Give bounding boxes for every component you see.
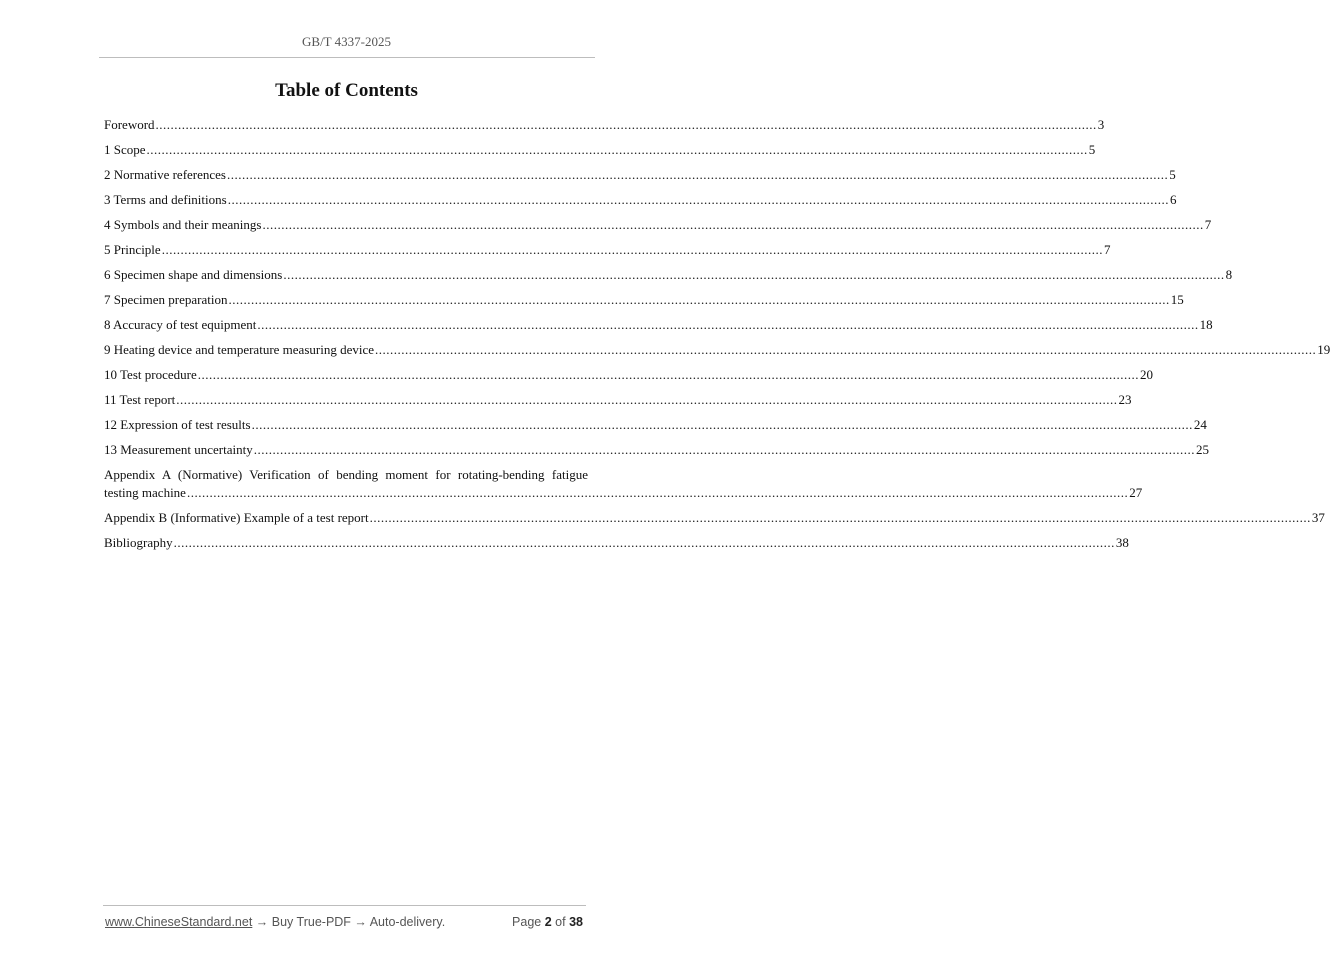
toc-entry-title-line2: testing machine <box>104 485 186 500</box>
toc-entry-page: 37 <box>1311 510 1325 525</box>
toc-dot-leader: ........................................................................................................................................................................................................................................................... <box>186 485 1129 500</box>
toc-list <box>104 116 1330 559</box>
page-current: 2 <box>544 915 552 929</box>
toc-entry-title: Bibliography <box>104 535 173 550</box>
toc-entry-symbols[interactable] <box>104 216 1212 234</box>
page-indicator <box>512 915 583 929</box>
toc-entry-page: 8 <box>1225 267 1233 282</box>
toc-entry-test-report[interactable] <box>104 391 1132 409</box>
toc-entry-normative-references[interactable] <box>104 166 1176 184</box>
toc-entry-expression-results[interactable] <box>104 416 1207 434</box>
toc-entry-title-line1: Appendix A (Normative) Verification of bending moment for rotating-bending fatigue <box>104 467 588 482</box>
toc-dot-leader: ........................................................................................................................................................................................................................................................... <box>227 192 1169 207</box>
toc-entry-foreword[interactable] <box>104 116 1105 134</box>
toc-entry-title: 13 Measurement uncertainty <box>104 442 253 457</box>
toc-entry-page: 24 <box>1193 417 1207 432</box>
toc-entry-title: 2 Normative references <box>104 167 226 182</box>
toc-entry-test-procedure[interactable] <box>104 366 1153 384</box>
toc-entry-appendix-a[interactable] <box>104 466 1143 502</box>
toc-entry-title: 8 Accuracy of test equipment <box>104 317 257 332</box>
header-divider <box>99 57 595 58</box>
toc-entry-page: 7 <box>1204 217 1212 232</box>
toc-entry-heating-device[interactable] <box>104 341 1330 359</box>
website-link[interactable]: www.ChineseStandard.net <box>105 915 253 929</box>
toc-dot-leader: ........................................................................................................................................................................................................................................................... <box>253 442 1195 457</box>
toc-entry-title: 7 Specimen preparation <box>104 292 228 307</box>
toc-entry-measurement-uncertainty[interactable] <box>104 441 1209 459</box>
toc-entry-title: Appendix B (Informative) Example of a test report <box>104 510 369 525</box>
toc-entry-title: 3 Terms and definitions <box>104 192 227 207</box>
page-total: 38 <box>569 915 583 929</box>
toc-entry-page: 27 <box>1129 485 1143 500</box>
toc-entry-page: 19 <box>1317 342 1330 357</box>
footer-divider <box>103 905 586 906</box>
toc-entry-page: 18 <box>1199 317 1213 332</box>
toc-entry-specimen-shape[interactable] <box>104 266 1233 284</box>
page-of-label: of <box>555 915 566 929</box>
toc-dot-leader: ........................................................................................................................................................................................................................................................... <box>155 117 1097 132</box>
toc-entry-title: 6 Specimen shape and dimensions <box>104 267 283 282</box>
toc-entry-title: 1 Scope <box>104 142 146 157</box>
toc-dot-leader: ........................................................................................................................................................................................................................................................... <box>262 217 1204 232</box>
toc-entry-page: 5 <box>1169 167 1176 182</box>
footer-promo-text: → Buy True-PDF → Auto-delivery. <box>252 915 446 929</box>
page-label: Page <box>512 915 542 929</box>
toc-entry-page: 5 <box>1088 142 1096 157</box>
toc-dot-leader: ........................................................................................................................................................................................................................................................... <box>176 392 1118 407</box>
toc-dot-leader: ........................................................................................................................................................................................................................................................... <box>251 417 1193 432</box>
toc-entry-title: 10 Test procedure <box>104 367 197 382</box>
toc-dot-leader: ........................................................................................................................................................................................................................................................... <box>161 242 1103 257</box>
toc-entry-title: 9 Heating device and temperature measuring device <box>104 342 374 357</box>
toc-entry-page: 25 <box>1195 442 1209 457</box>
toc-dot-leader: ........................................................................................................................................................................................................................................................... <box>375 342 1317 357</box>
toc-entry-page: 7 <box>1103 242 1111 257</box>
toc-dot-leader: ........................................................................................................................................................................................................................................................... <box>227 167 1169 182</box>
toc-entry-page: 23 <box>1118 392 1132 407</box>
toc-entry-accuracy[interactable] <box>104 316 1213 334</box>
toc-entry-scope[interactable] <box>104 141 1096 159</box>
toc-dot-leader: ........................................................................................................................................................................................................................................................... <box>369 510 1311 525</box>
toc-entry-specimen-preparation[interactable] <box>104 291 1184 309</box>
toc-entry-title: 11 Test report <box>104 392 176 407</box>
footer-promo <box>105 915 445 929</box>
toc-entry-bibliography[interactable] <box>104 534 1129 552</box>
toc-dot-leader: ........................................................................................................................................................................................................................................................... <box>283 267 1225 282</box>
standard-code-header: GB/T 4337-2025 <box>302 34 391 49</box>
toc-entry-title: 12 Expression of test results <box>104 417 251 432</box>
toc-dot-leader: ........................................................................................................................................................................................................................................................... <box>197 367 1139 382</box>
toc-entry-terms-definitions[interactable] <box>104 191 1177 209</box>
toc-entry-title: 4 Symbols and their meanings <box>104 217 262 232</box>
toc-entry-principle[interactable] <box>104 241 1111 259</box>
toc-entry-page: 15 <box>1170 292 1184 307</box>
toc-entry-page: 3 <box>1097 117 1105 132</box>
toc-title: Table of Contents <box>275 80 418 101</box>
toc-entry-title: Foreword <box>104 117 155 132</box>
toc-entry-page: 6 <box>1169 192 1177 207</box>
toc-dot-leader: ........................................................................................................................................................................................................................................................... <box>173 535 1115 550</box>
toc-dot-leader: ........................................................................................................................................................................................................................................................... <box>228 292 1170 307</box>
toc-entry-page: 20 <box>1139 367 1153 382</box>
toc-entry-appendix-b[interactable] <box>104 509 1325 527</box>
toc-dot-leader: ........................................................................................................................................................................................................................................................... <box>257 317 1199 332</box>
toc-entry-page: 38 <box>1115 535 1129 550</box>
toc-entry-title: 5 Principle <box>104 242 161 257</box>
toc-dot-leader: ........................................................................................................................................................................................................................................................... <box>146 142 1088 157</box>
